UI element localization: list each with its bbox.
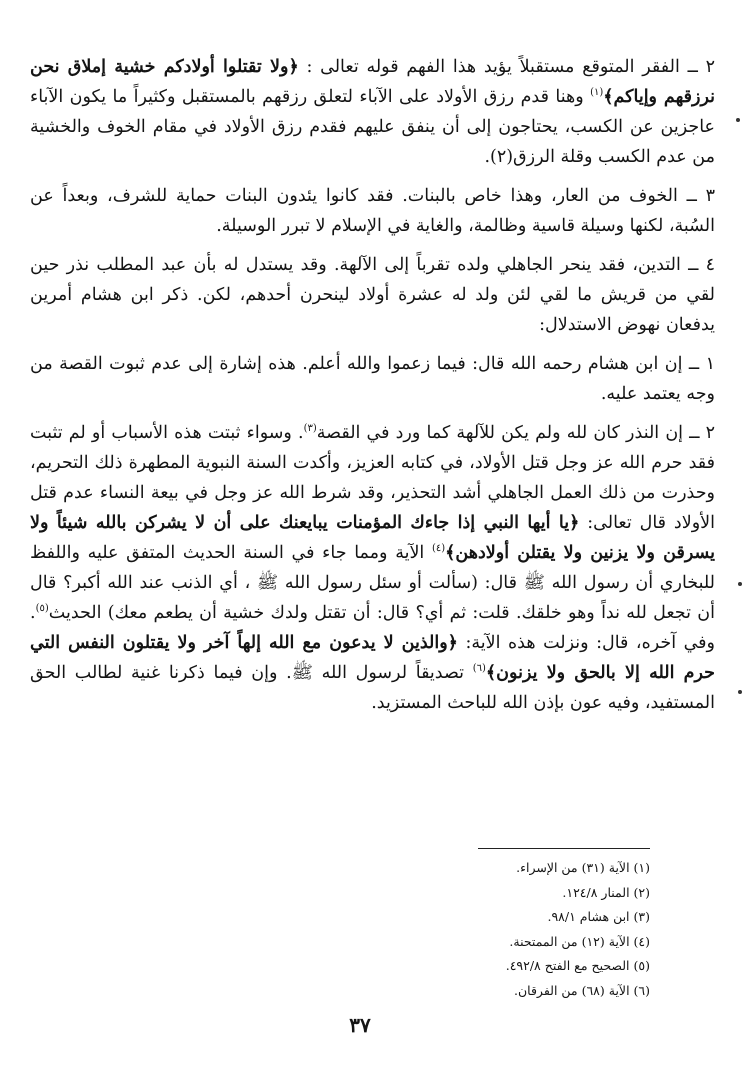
- footnote-6: (٦) الآية (٦٨) من الفرقان.: [513, 982, 650, 998]
- footnote-4: (٤) الآية (١٢) من الممتحنة.: [509, 933, 650, 949]
- footnote-5: (٥) الصحيح مع الفتح ٤٩٢/٨.: [505, 958, 650, 974]
- footnote-2: (٢) المنار ١٢٤/٨.: [562, 884, 650, 900]
- footnotes: [300, 856, 650, 1004]
- scan-speck: [738, 582, 742, 586]
- page-number: ٣٧: [349, 1013, 371, 1037]
- paragraph: ٣ ــ الخوف من العار، وهذا خاص بالبنات. فقد كانوا يئدون البنات حماية للشرف، وبعداً عن السُبة، لكنها وسيلة قاسية وظالمة، والغاية في الإسلام لا تبرر الوسيلة.: [30, 186, 715, 236]
- footnote-1: (١) الآية (٣١) من الإسراء.: [516, 860, 650, 875]
- footnote-separator: [478, 848, 650, 849]
- paragraph: ٤ ــ التدين، فقد ينحر الجاهلي ولده تقرباً إلى الآلهة. وقد يستدل له بأن عبد المطلب نذر حين لقي من قريش ما لقي لئن ولد له عشرة أولاد لينحرن أحدهم، لكن. ذكر ابن هشام أمرين يدفعان نهوض الاستدلال:: [30, 255, 715, 335]
- scan-speck: [736, 118, 740, 122]
- paragraph: ١ ــ إن ابن هشام رحمه الله قال: فيما زعموا والله أعلم. هذه إشارة إلى عدم ثبوت القصة من وجه يعتمد عليه.: [30, 354, 715, 404]
- main-text: [30, 52, 715, 727]
- scan-speck: [738, 690, 742, 694]
- paragraph: ٢ ــ الفقر المتوقع مستقبلاً يؤيد هذا الفهم قوله تعالى : ﴿ولا تقتلوا أولادكم خشية إملاق نحن نرزقهم وإياكم﴾$^{(١)}$ وهنا قدم رزق الأولاد على الآباء لتعلق رزقهم بالمستقبل وكثيراً ما يكون الآباء عاجزين عن الكسب، يحتاجون إلى أن ينفق عليهم فقدم رزق الأولاد في مقام الخوف والخشية من عدم الكسب وقلة الرزق(٢).: [30, 57, 715, 167]
- footnote-3: (٣) ابن هشام ٩٨/١.: [547, 909, 650, 925]
- paragraph: ٢ ــ إن النذر كان لله ولم يكن للآلهة كما ورد في القصة$^{(٣)}$. وسواء ثبتت هذه الأسباب أو لم تثبت فقد حرم الله عز وجل قتل الأولاد، في كتابه العزيز، وأكدت السنة النبوية المطهرة ذلك التحريم، وحذرت من ذلك العمل الجاهلي أشد التحذير، وقد شرط الله عز وجل في بيعة النساء عدم قتل الأولاد قال تعالى: ﴿يا أيها النبي إذا جاءك المؤمنات يبايعنك على أن لا يشركن بالله شيئاً ولا يسرقن ولا يزنين ولا يقتلن أولادهن﴾$^{(٤)}$ الآية ومما جاء في السنة الحديث المتفق عليه واللفظ للبخاري أن رسول الله ﷺ قال: (سألت أو سئل رسول الله ﷺ ، أي الذنب عند الله أكبر؟ قال أن تجعل لله نداً وهو خلقك. قلت: ثم أي؟ قال: أن تقتل ولدك خشية أن يطعم معك) الحديث$^{(٥)}$. وفي آخره، قال: ونزلت هذه الآية: ﴿والذين لا يدعون مع الله إلهاً آخر ولا يقتلون النفس التي حرم الله إلا بالحق ولا يزنون﴾$^{(٦)}$ تصديقاً لرسول الله ﷺ. وإن فيما ذكرنا غنية لطالب الحق المستفيد، وفيه عون بإذن الله للباحث المستزيد.: [30, 423, 716, 713]
